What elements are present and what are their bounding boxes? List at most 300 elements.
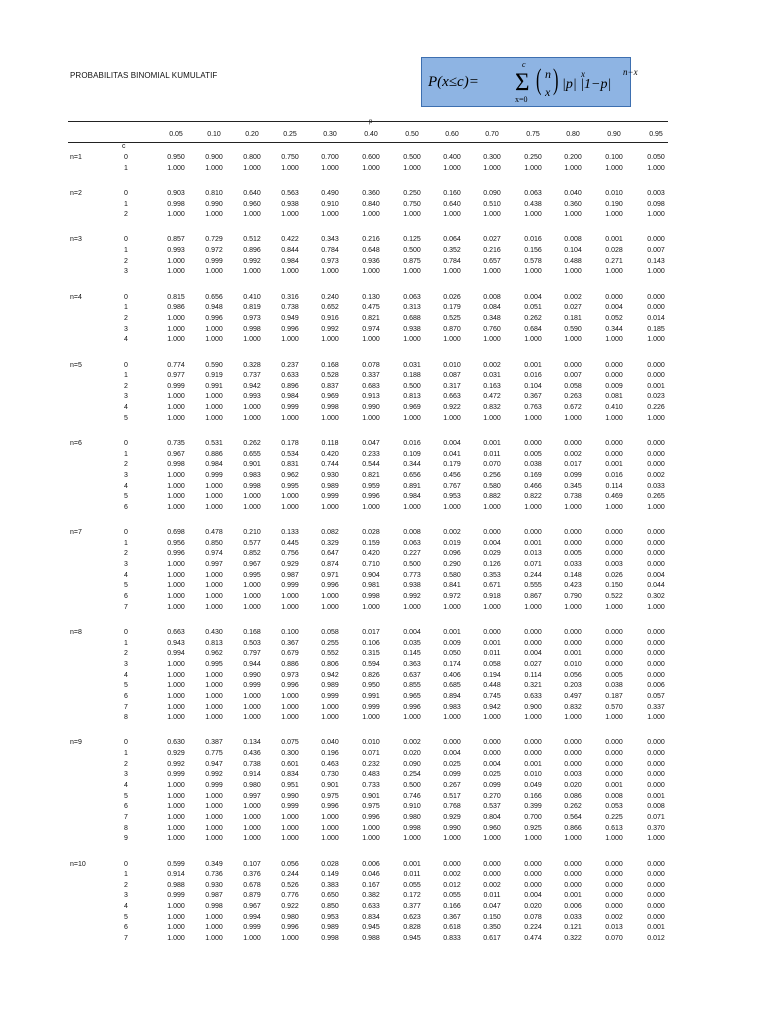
probability-cell: 1.000 [243,582,261,590]
probability-cell: 1.000 [281,935,299,943]
probability-cell: 0.367 [443,913,461,921]
n-group-label: n=2 [70,189,82,197]
c-value: 5 [124,682,128,690]
probability-cell: 1.000 [167,824,185,832]
probability-cell: 1.000 [281,714,299,722]
probability-cell: 0.000 [647,903,665,911]
probability-cell: 1.000 [564,164,582,172]
probability-cell: 0.000 [647,529,665,537]
probability-cell: 0.969 [321,393,339,401]
probability-cell: 0.962 [281,471,299,479]
probability-cell: 0.000 [483,529,501,537]
p-header-cell: 0.10 [207,131,221,138]
probability-cell: 0.265 [647,493,665,501]
probability-cell: 0.000 [564,440,582,447]
probability-cell: 0.478 [205,529,223,537]
probability-cell: 0.023 [647,393,665,401]
probability-cell: 0.894 [443,692,461,700]
probability-cell: 1.000 [205,336,223,344]
probability-cell: 0.990 [243,671,261,679]
formula-exponent-n-x: n−x [623,67,638,77]
probability-cell: 1.000 [205,571,223,579]
probability-cell: 1.000 [647,835,665,843]
probability-cell: 0.075 [281,739,299,747]
probability-cell: 0.850 [321,903,339,911]
probability-cell: 0.684 [524,325,542,333]
probability-cell: 1.000 [243,414,261,422]
probability-cell: 0.348 [483,314,501,322]
probability-cell: 1.000 [205,404,223,412]
probability-cell: 0.000 [564,628,582,636]
probability-cell: 1.000 [321,336,339,344]
probability-cell: 0.000 [605,881,623,889]
c-value: 2 [124,881,128,889]
probability-cell: 0.011 [483,450,501,458]
probability-cell: 0.328 [243,361,261,369]
probability-cell: 0.815 [167,293,185,301]
probability-cell: 0.929 [281,561,299,569]
probability-cell: 0.081 [605,393,623,401]
probability-cell: 1.000 [321,268,339,276]
c-value: 4 [124,782,128,789]
probability-cell: 0.900 [205,154,223,161]
probability-cell: 0.099 [483,782,501,789]
probability-cell: 0.262 [524,314,542,322]
c-value: 4 [124,336,128,344]
probability-cell: 0.974 [362,325,380,333]
probability-cell: 0.995 [281,482,299,490]
c-value: 1 [124,539,128,547]
probability-cell: 0.004 [483,760,501,768]
probability-cell: 0.232 [362,760,380,768]
probability-cell: 0.995 [205,660,223,668]
probability-cell: 0.944 [243,660,261,668]
probability-cell: 1.000 [243,336,261,344]
probability-cell: 0.991 [362,692,380,700]
probability-cell: 0.004 [647,571,665,579]
probability-cell: 1.000 [321,813,339,821]
probability-cell: 0.026 [605,571,623,579]
probability-cell: 0.000 [605,871,623,879]
probability-cell: 0.730 [321,771,339,779]
probability-cell: 1.000 [205,703,223,711]
probability-cell: 0.000 [605,529,623,537]
probability-cell: 0.107 [243,860,261,868]
probability-cell: 0.822 [524,493,542,501]
probability-cell: 1.000 [483,414,501,422]
probability-cell: 0.472 [483,393,501,401]
probability-cell: 0.738 [281,304,299,312]
probability-cell: 0.004 [443,750,461,758]
probability-cell: 0.994 [243,913,261,921]
probability-cell: 1.000 [205,824,223,832]
probability-cell: 0.534 [281,450,299,458]
c-value: 5 [124,493,128,501]
c-value: 3 [124,325,128,333]
probability-cell: 0.947 [205,760,223,768]
probability-cell: 0.948 [205,304,223,312]
probability-cell: 0.999 [205,782,223,789]
formula-lower-limit: x=0 [515,95,528,104]
probability-cell: 0.942 [243,382,261,390]
probability-cell: 0.302 [647,593,665,601]
probability-cell: 1.000 [647,603,665,611]
probability-cell: 0.240 [321,293,339,301]
probability-cell: 0.683 [362,382,380,390]
probability-cell: 0.930 [205,881,223,889]
probability-cell: 0.945 [403,935,421,943]
probability-cell: 0.118 [321,440,339,447]
probability-cell: 0.837 [321,382,339,390]
c-value: 0 [124,236,128,244]
probability-cell: 0.070 [483,461,501,469]
probability-cell: 0.000 [483,750,501,758]
probability-cell: 0.904 [362,571,380,579]
probability-cell: 0.133 [281,529,299,537]
probability-cell: 1.000 [205,325,223,333]
probability-cell: 1.000 [483,336,501,344]
probability-cell: 0.227 [403,550,421,558]
c-value: 1 [124,871,128,879]
probability-cell: 0.104 [564,247,582,255]
probability-cell: 0.998 [403,824,421,832]
n-group-label: n=7 [70,529,82,537]
c-value: 3 [124,471,128,479]
formula-x: x [545,85,551,99]
probability-cell: 1.000 [403,414,421,422]
probability-cell: 0.922 [281,903,299,911]
probability-cell: 0.028 [321,860,339,868]
probability-cell: 1.000 [243,164,261,172]
c-value: 8 [124,824,128,832]
probability-cell: 1.000 [403,503,421,511]
probability-cell: 0.027 [483,236,501,244]
probability-cell: 1.000 [167,924,185,932]
probability-cell: 1.000 [167,835,185,843]
probability-cell: 0.225 [605,813,623,821]
probability-cell: 1.000 [564,503,582,511]
c-value: 5 [124,792,128,800]
probability-cell: 0.990 [205,200,223,208]
probability-cell: 0.003 [605,561,623,569]
probability-cell: 0.967 [167,450,185,458]
probability-cell: 0.020 [403,750,421,758]
probability-cell: 1.000 [443,414,461,422]
probability-cell: 0.367 [524,393,542,401]
probability-cell: 0.914 [243,771,261,779]
probability-cell: 0.057 [647,692,665,700]
c-value: 2 [124,257,128,265]
probability-cell: 0.000 [524,750,542,758]
probability-cell: 0.522 [605,593,623,601]
probability-cell: 0.004 [524,892,542,900]
probability-cell: 1.000 [321,603,339,611]
probability-cell: 1.000 [167,211,185,219]
probability-cell: 0.875 [403,257,421,265]
probability-cell: 0.063 [403,293,421,301]
probability-cell: 0.010 [362,739,380,747]
probability-cell: 0.383 [321,881,339,889]
probability-cell: 0.143 [647,257,665,265]
probability-cell: 0.672 [564,404,582,412]
probability-cell: 1.000 [605,211,623,219]
probability-cell: 0.000 [647,304,665,312]
probability-cell: 0.410 [243,293,261,301]
probability-cell: 0.000 [605,628,623,636]
probability-cell: 0.992 [321,325,339,333]
probability-cell: 1.000 [443,336,461,344]
probability-cell: 0.422 [281,236,299,244]
probability-cell: 0.490 [321,189,339,197]
probability-cell: 0.656 [403,471,421,479]
p-header-cell: 0.25 [283,131,297,138]
probability-cell: 0.020 [524,903,542,911]
c-value: 5 [124,913,128,921]
c-value: 4 [124,903,128,911]
probability-cell: 0.989 [321,682,339,690]
probability-cell: 0.000 [564,881,582,889]
probability-cell: 0.000 [564,871,582,879]
probability-cell: 0.263 [564,393,582,401]
probability-cell: 0.190 [605,200,623,208]
probability-cell: 0.000 [647,372,665,380]
probability-cell: 0.436 [243,750,261,758]
probability-cell: 0.001 [605,782,623,789]
probability-cell: 0.058 [483,660,501,668]
probability-cell: 1.000 [403,835,421,843]
probability-cell: 0.001 [647,924,665,932]
probability-cell: 0.936 [362,257,380,265]
probability-cell: 1.000 [243,935,261,943]
probability-cell: 0.916 [321,314,339,322]
probability-cell: 0.000 [605,293,623,301]
probability-cell: 1.000 [205,671,223,679]
probability-cell: 1.000 [243,268,261,276]
probability-cell: 1.000 [167,404,185,412]
probability-cell: 0.000 [647,881,665,889]
probability-cell: 0.756 [281,550,299,558]
c-value: 1 [124,372,128,380]
probability-cell: 0.002 [647,471,665,479]
probability-cell: 0.996 [321,582,339,590]
probability-cell: 0.630 [167,739,185,747]
probability-cell: 1.000 [167,336,185,344]
probability-cell: 0.000 [524,529,542,537]
probability-cell: 0.996 [281,924,299,932]
probability-cell: 0.000 [605,892,623,900]
probability-cell: 0.000 [605,372,623,380]
probability-cell: 0.784 [321,247,339,255]
probability-cell: 0.344 [605,325,623,333]
probability-cell: 1.000 [443,503,461,511]
probability-cell: 0.896 [281,382,299,390]
probability-cell: 1.000 [362,503,380,511]
probability-cell: 0.637 [403,671,421,679]
probability-cell: 1.000 [167,593,185,601]
probability-cell: 0.134 [243,739,261,747]
probability-cell: 0.000 [483,628,501,636]
probability-cell: 1.000 [321,593,339,601]
probability-cell: 0.618 [443,924,461,932]
probability-cell: 1.000 [205,692,223,700]
probability-cell: 0.005 [564,550,582,558]
probability-cell: 1.000 [605,268,623,276]
probability-cell: 0.250 [524,154,542,161]
c-value: 3 [124,771,128,779]
probability-cell: 1.000 [321,211,339,219]
probability-cell: 0.552 [321,650,339,658]
probability-cell: 0.826 [362,671,380,679]
probability-cell: 0.998 [205,903,223,911]
probability-cell: 0.998 [243,482,261,490]
probability-cell: 1.000 [483,268,501,276]
probability-cell: 1.000 [243,493,261,501]
probability-cell: 0.078 [524,913,542,921]
c-value: 1 [124,200,128,208]
probability-cell: 0.998 [321,935,339,943]
probability-cell: 0.623 [403,913,421,921]
probability-cell: 0.001 [483,639,501,647]
probability-cell: 0.996 [205,314,223,322]
probability-cell: 1.000 [362,603,380,611]
c-value: 1 [124,639,128,647]
probability-cell: 0.594 [362,660,380,668]
probability-cell: 1.000 [167,571,185,579]
p-header-cell: 0.20 [245,131,259,138]
probability-cell: 0.011 [483,892,501,900]
probability-cell: 0.763 [524,404,542,412]
probability-cell: 1.000 [605,414,623,422]
probability-cell: 0.096 [443,550,461,558]
probability-cell: 0.337 [647,703,665,711]
probability-cell: 0.000 [564,529,582,537]
probability-cell: 0.640 [243,189,261,197]
probability-cell: 1.000 [524,503,542,511]
probability-cell: 1.000 [321,714,339,722]
probability-cell: 0.000 [605,860,623,868]
probability-cell: 0.688 [403,314,421,322]
probability-cell: 0.736 [205,871,223,879]
probability-cell: 0.130 [362,293,380,301]
probability-cell: 0.633 [524,692,542,700]
probability-cell: 0.156 [524,247,542,255]
probability-cell: 0.517 [443,792,461,800]
probability-cell: 0.187 [605,692,623,700]
probability-cell: 0.317 [443,382,461,390]
probability-cell: 0.992 [243,257,261,265]
probability-cell: 0.376 [243,871,261,879]
probability-cell: 0.000 [524,860,542,868]
probability-cell: 0.313 [403,304,421,312]
probability-cell: 0.027 [524,660,542,668]
probability-cell: 0.750 [403,200,421,208]
probability-cell: 0.121 [564,924,582,932]
probability-cell: 0.852 [243,550,261,558]
probability-cell: 0.942 [321,671,339,679]
probability-cell: 0.345 [564,482,582,490]
probability-cell: 0.544 [362,461,380,469]
c-value: 1 [124,304,128,312]
probability-cell: 1.000 [205,835,223,843]
probability-cell: 0.474 [524,935,542,943]
probability-cell: 0.999 [205,257,223,265]
probability-cell: 0.938 [403,582,421,590]
probability-cell: 0.866 [564,824,582,832]
probability-cell: 0.316 [281,293,299,301]
probability-cell: 1.000 [167,164,185,172]
probability-cell: 1.000 [524,714,542,722]
probability-cell: 0.951 [281,782,299,789]
probability-cell: 0.990 [281,792,299,800]
n-group-label: n=10 [70,860,86,868]
probability-cell: 1.000 [403,164,421,172]
probability-cell: 0.980 [243,782,261,789]
probability-cell: 0.017 [564,461,582,469]
probability-cell: 0.290 [443,561,461,569]
probability-cell: 0.998 [167,200,185,208]
probability-cell: 1.000 [564,211,582,219]
p-header-cell: 0.80 [566,131,580,138]
probability-cell: 0.035 [403,639,421,647]
probability-cell: 1.000 [167,714,185,722]
probability-cell: 0.226 [647,404,665,412]
probability-cell: 0.004 [483,539,501,547]
probability-cell: 0.000 [605,539,623,547]
table-header-rule [68,142,668,143]
probability-cell: 0.988 [167,881,185,889]
probability-cell: 0.999 [205,471,223,479]
probability-cell: 0.210 [243,529,261,537]
probability-cell: 0.996 [167,550,185,558]
probability-cell: 0.399 [524,803,542,811]
probability-cell: 0.400 [443,154,461,161]
probability-cell: 0.000 [524,639,542,647]
probability-cell: 1.000 [281,692,299,700]
probability-cell: 0.901 [243,461,261,469]
probability-cell: 0.840 [362,200,380,208]
probability-cell: 1.000 [647,336,665,344]
probability-cell: 0.750 [281,154,299,161]
probability-cell: 0.009 [443,639,461,647]
probability-cell: 0.475 [362,304,380,312]
probability-cell: 0.810 [205,189,223,197]
probability-cell: 1.000 [605,714,623,722]
probability-cell: 0.841 [443,582,461,590]
probability-cell: 0.698 [167,529,185,537]
probability-cell: 0.900 [524,703,542,711]
probability-cell: 0.163 [483,382,501,390]
probability-cell: 0.601 [281,760,299,768]
probability-cell: 0.737 [243,372,261,380]
probability-cell: 0.002 [443,529,461,537]
probability-cell: 0.370 [647,824,665,832]
c-value: 2 [124,461,128,469]
probability-cell: 0.996 [281,682,299,690]
probability-cell: 1.000 [205,803,223,811]
probability-cell: 0.159 [362,539,380,547]
probability-cell: 0.013 [524,550,542,558]
probability-cell: 0.000 [524,440,542,447]
c-value: 1 [124,247,128,255]
probability-cell: 1.000 [167,268,185,276]
probability-cell: 1.000 [167,325,185,333]
p-header-cell: 0.70 [485,131,499,138]
probability-cell: 0.975 [362,803,380,811]
probability-cell: 1.000 [362,336,380,344]
probability-cell: 0.179 [443,461,461,469]
probability-cell: 0.420 [362,550,380,558]
n-group-label: n=6 [70,440,82,447]
